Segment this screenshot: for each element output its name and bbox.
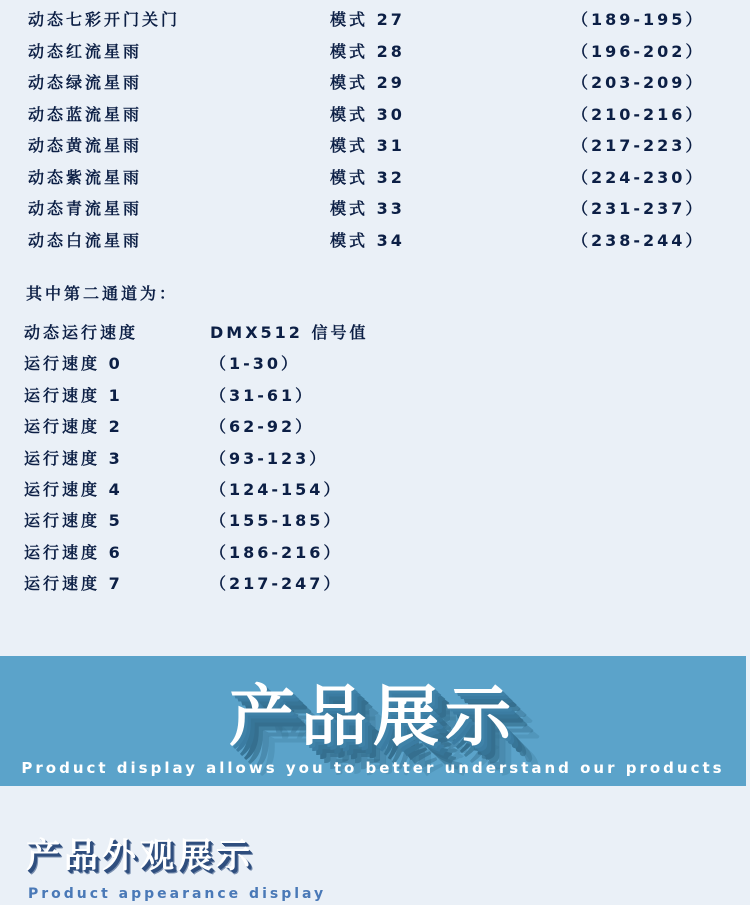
speed-header-value: DMX512 信号值 xyxy=(210,323,369,342)
speed-row xyxy=(0,537,750,568)
speed-header-label: 动态运行速度 xyxy=(24,323,139,342)
speed-value: （217-247） xyxy=(210,574,343,594)
mode-range: （210-216） xyxy=(572,104,705,124)
speed-label: 运行速度 0 xyxy=(24,354,123,374)
mode-row xyxy=(0,225,750,257)
mode-code: 模式 30 xyxy=(330,104,405,124)
speed-row xyxy=(0,474,750,505)
speed-label: 运行速度 7 xyxy=(24,574,123,594)
mode-range: （224-230） xyxy=(572,167,705,187)
mode-name: 动态绿流星雨 xyxy=(28,73,143,92)
speed-table xyxy=(0,317,750,600)
speed-row xyxy=(0,348,750,379)
mode-code: 模式 34 xyxy=(330,230,405,250)
speed-value: （31-61） xyxy=(210,385,315,405)
appearance-title: 产品外观展示 xyxy=(26,836,254,876)
speed-value: （155-185） xyxy=(210,511,343,531)
mode-range: （189-195） xyxy=(572,10,705,29)
mode-row xyxy=(0,193,750,225)
mode-row xyxy=(0,4,750,36)
mode-code: 模式 27 xyxy=(330,10,405,29)
mode-name: 动态黄流星雨 xyxy=(28,136,143,155)
mode-name: 动态七彩开门关门 xyxy=(28,10,181,29)
mode-row xyxy=(0,99,750,131)
speed-label: 运行速度 3 xyxy=(24,448,123,468)
speed-label: 运行速度 1 xyxy=(24,385,123,405)
mode-row xyxy=(0,130,750,162)
speed-label: 运行速度 2 xyxy=(24,417,123,437)
mode-table xyxy=(0,4,750,256)
speed-row xyxy=(0,411,750,442)
mode-code: 模式 32 xyxy=(330,167,405,187)
speed-row xyxy=(0,380,750,411)
speed-header-row xyxy=(0,317,750,348)
speed-value: （1-30） xyxy=(210,354,301,374)
channel2-title: 其中第二通道为： xyxy=(26,284,179,303)
mode-range: （217-223） xyxy=(572,136,705,155)
mode-name: 动态红流星雨 xyxy=(28,41,143,61)
mode-row xyxy=(0,36,750,68)
mode-range: （203-209） xyxy=(572,73,705,92)
mode-code: 模式 28 xyxy=(330,41,405,61)
speed-row xyxy=(0,568,750,599)
speed-label: 运行速度 5 xyxy=(24,511,123,531)
speed-label: 运行速度 6 xyxy=(24,542,123,562)
speed-value: （124-154） xyxy=(210,479,343,499)
mode-name: 动态白流星雨 xyxy=(28,230,143,250)
mode-range: （238-244） xyxy=(572,230,705,250)
mode-range: （231-237） xyxy=(572,199,705,218)
mode-code: 模式 31 xyxy=(330,136,405,155)
speed-row xyxy=(0,505,750,536)
mode-code: 模式 33 xyxy=(330,199,405,218)
mode-range: （196-202） xyxy=(572,41,705,61)
speed-value: （186-216） xyxy=(210,542,343,562)
mode-name: 动态紫流星雨 xyxy=(28,167,143,187)
banner-title: 产品展示 xyxy=(229,678,517,755)
mode-name: 动态青流星雨 xyxy=(28,199,143,218)
product-display-banner xyxy=(0,656,746,786)
mode-row xyxy=(0,162,750,194)
speed-label: 运行速度 4 xyxy=(24,479,123,499)
speed-value: （62-92） xyxy=(210,417,315,437)
mode-row xyxy=(0,67,750,99)
speed-row xyxy=(0,443,750,474)
appearance-subtitle: Product appearance display xyxy=(28,886,327,902)
speed-value: （93-123） xyxy=(210,448,329,468)
mode-name: 动态蓝流星雨 xyxy=(28,104,143,124)
mode-code: 模式 29 xyxy=(330,73,405,92)
banner-subtitle: Product display allows you to better understand our products xyxy=(21,759,725,777)
